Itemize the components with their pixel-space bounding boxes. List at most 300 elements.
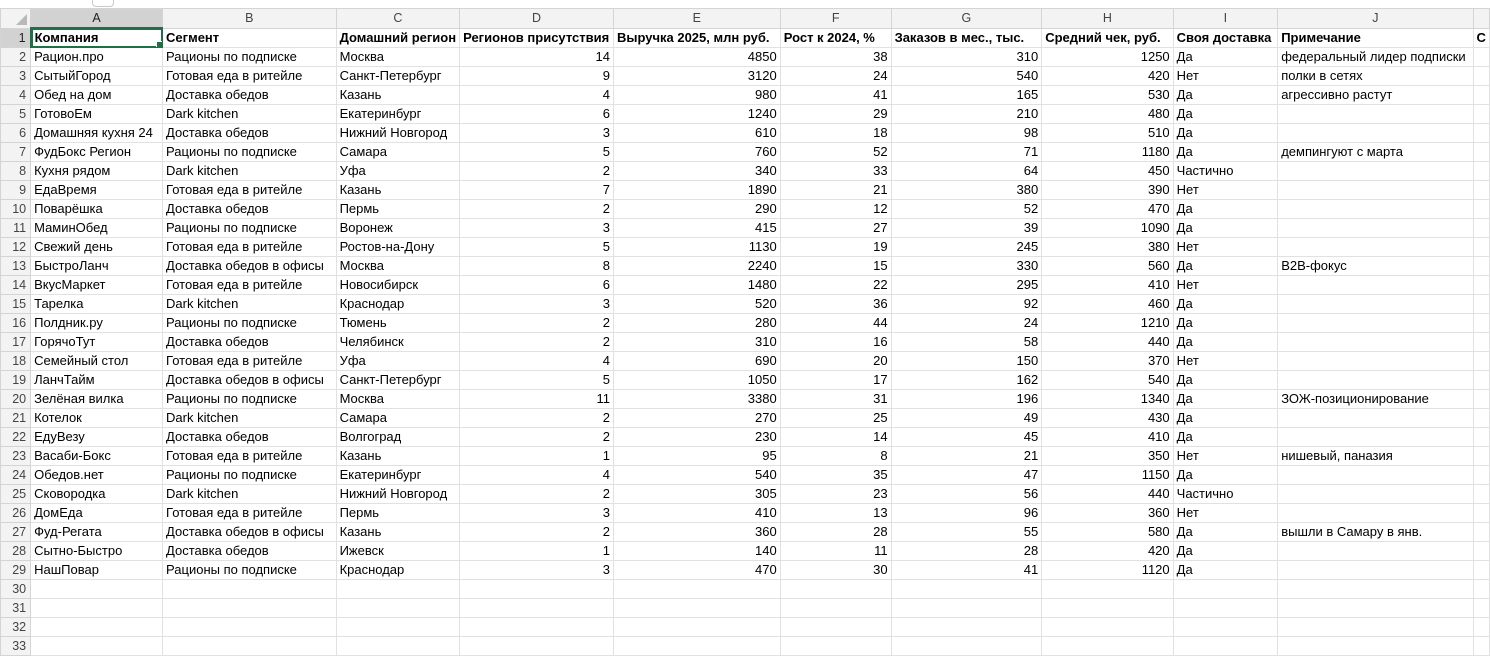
cell-header-regions[interactable]: Регионов присутствия xyxy=(460,28,614,48)
cell-empty[interactable] xyxy=(1473,371,1489,390)
cell-segment[interactable]: Рационы по подписке xyxy=(163,219,337,238)
cell-empty[interactable] xyxy=(1473,580,1489,599)
row-header[interactable]: 17 xyxy=(1,333,31,352)
cell-own-delivery[interactable]: Да xyxy=(1173,371,1278,390)
cell-note[interactable] xyxy=(1278,428,1473,447)
cell-growth[interactable]: 21 xyxy=(780,181,891,200)
cell-regions[interactable]: 2 xyxy=(460,428,614,447)
column-header-k[interactable] xyxy=(1473,9,1489,29)
cell-empty[interactable] xyxy=(336,618,460,637)
cell-note[interactable] xyxy=(1278,219,1473,238)
cell-regions[interactable]: 6 xyxy=(460,276,614,295)
cell-orders[interactable]: 45 xyxy=(891,428,1042,447)
cell-empty[interactable] xyxy=(613,618,780,637)
cell-empty[interactable] xyxy=(1473,599,1489,618)
cell-segment[interactable]: Доставка обедов xyxy=(163,200,337,219)
cell-empty[interactable] xyxy=(1473,295,1489,314)
cell-note[interactable] xyxy=(1278,333,1473,352)
cell-growth[interactable]: 41 xyxy=(780,86,891,105)
column-header-h[interactable]: H xyxy=(1042,9,1173,29)
cell-growth[interactable]: 13 xyxy=(780,504,891,523)
cell-orders[interactable]: 310 xyxy=(891,48,1042,67)
cell-regions[interactable]: 2 xyxy=(460,523,614,542)
cell-empty[interactable] xyxy=(1473,637,1489,656)
cell-own-delivery[interactable]: Да xyxy=(1173,219,1278,238)
cell-empty[interactable] xyxy=(1173,618,1278,637)
cell-regions[interactable]: 4 xyxy=(460,86,614,105)
cell-header-home-region[interactable]: Домашний регион xyxy=(336,28,460,48)
cell-revenue[interactable]: 3120 xyxy=(613,67,780,86)
cell-empty[interactable] xyxy=(1473,352,1489,371)
cell-orders[interactable]: 55 xyxy=(891,523,1042,542)
cell-avg-check[interactable]: 1180 xyxy=(1042,143,1173,162)
cell-empty[interactable] xyxy=(1473,466,1489,485)
cell-empty[interactable] xyxy=(31,580,163,599)
cell-note[interactable] xyxy=(1278,105,1473,124)
cell-home-region[interactable]: Москва xyxy=(336,48,460,67)
cell-home-region[interactable]: Воронеж xyxy=(336,219,460,238)
cell-note[interactable] xyxy=(1278,485,1473,504)
cell-avg-check[interactable]: 560 xyxy=(1042,257,1173,276)
cell-segment[interactable]: Доставка обедов xyxy=(163,124,337,143)
cell-growth[interactable]: 15 xyxy=(780,257,891,276)
cell-growth[interactable]: 29 xyxy=(780,105,891,124)
cell-segment[interactable]: Доставка обедов xyxy=(163,542,337,561)
cell-company[interactable]: ГотовоЕм xyxy=(31,105,163,124)
cell-revenue[interactable]: 415 xyxy=(613,219,780,238)
cell-avg-check[interactable]: 410 xyxy=(1042,428,1173,447)
cell-note[interactable] xyxy=(1278,504,1473,523)
cell-empty[interactable] xyxy=(780,637,891,656)
select-all-button[interactable] xyxy=(1,9,31,29)
cell-home-region[interactable]: Краснодар xyxy=(336,561,460,580)
cell-company[interactable]: Поварёшка xyxy=(31,200,163,219)
row-header[interactable]: 24 xyxy=(1,466,31,485)
cell-segment[interactable]: Рационы по подписке xyxy=(163,143,337,162)
cell-company[interactable]: Тарелка xyxy=(31,295,163,314)
row-header[interactable]: 15 xyxy=(1,295,31,314)
cell-empty[interactable] xyxy=(1278,618,1473,637)
cell-revenue[interactable]: 520 xyxy=(613,295,780,314)
cell-avg-check[interactable]: 1120 xyxy=(1042,561,1173,580)
cell-empty[interactable] xyxy=(460,599,614,618)
row-header[interactable]: 9 xyxy=(1,181,31,200)
cell-empty[interactable] xyxy=(1473,181,1489,200)
cell-growth[interactable]: 11 xyxy=(780,542,891,561)
cell-empty[interactable] xyxy=(1473,485,1489,504)
row-header[interactable]: 28 xyxy=(1,542,31,561)
cell-growth[interactable]: 18 xyxy=(780,124,891,143)
cell-company[interactable]: Сковородка xyxy=(31,485,163,504)
cell-segment[interactable]: Доставка обедов xyxy=(163,86,337,105)
row-header[interactable]: 6 xyxy=(1,124,31,143)
cell-own-delivery[interactable]: Да xyxy=(1173,542,1278,561)
cell-empty[interactable] xyxy=(1473,447,1489,466)
cell-avg-check[interactable]: 470 xyxy=(1042,200,1173,219)
cell-own-delivery[interactable]: Да xyxy=(1173,200,1278,219)
cell-home-region[interactable]: Ростов-на-Дону xyxy=(336,238,460,257)
cell-revenue[interactable]: 1890 xyxy=(613,181,780,200)
cell-company[interactable]: ЛанчТайм xyxy=(31,371,163,390)
cell-company[interactable]: Семейный стол xyxy=(31,352,163,371)
cell-segment[interactable]: Dark kitchen xyxy=(163,162,337,181)
cell-regions[interactable]: 9 xyxy=(460,67,614,86)
cell-segment[interactable]: Доставка обедов xyxy=(163,428,337,447)
cell-empty[interactable] xyxy=(1173,580,1278,599)
cell-company[interactable]: Обедов.нет xyxy=(31,466,163,485)
cell-company[interactable]: ВкусМаркет xyxy=(31,276,163,295)
cell-home-region[interactable]: Казань xyxy=(336,447,460,466)
cell-revenue[interactable]: 1130 xyxy=(613,238,780,257)
cell-regions[interactable]: 3 xyxy=(460,124,614,143)
row-header[interactable]: 3 xyxy=(1,67,31,86)
cell-empty[interactable] xyxy=(1473,162,1489,181)
cell-growth[interactable]: 8 xyxy=(780,447,891,466)
row-header[interactable]: 31 xyxy=(1,599,31,618)
cell-orders[interactable]: 41 xyxy=(891,561,1042,580)
cell-company[interactable]: ДомЕда xyxy=(31,504,163,523)
cell-empty[interactable] xyxy=(1042,599,1173,618)
cell-avg-check[interactable]: 370 xyxy=(1042,352,1173,371)
cell-note[interactable] xyxy=(1278,124,1473,143)
cell-empty[interactable] xyxy=(1473,219,1489,238)
cell-orders[interactable]: 58 xyxy=(891,333,1042,352)
row-header[interactable]: 13 xyxy=(1,257,31,276)
cell-empty[interactable] xyxy=(1473,618,1489,637)
cell-orders[interactable]: 64 xyxy=(891,162,1042,181)
cell-empty[interactable] xyxy=(891,637,1042,656)
cell-home-region[interactable]: Екатеринбург xyxy=(336,466,460,485)
cell-orders[interactable]: 21 xyxy=(891,447,1042,466)
cell-avg-check[interactable]: 1090 xyxy=(1042,219,1173,238)
cell-home-region[interactable]: Самара xyxy=(336,143,460,162)
cell-home-region[interactable]: Самара xyxy=(336,409,460,428)
cell-empty[interactable] xyxy=(613,580,780,599)
cell-company[interactable]: Домашняя кухня 24 xyxy=(31,124,163,143)
cell-empty[interactable] xyxy=(1278,599,1473,618)
cell-regions[interactable]: 2 xyxy=(460,162,614,181)
cell-empty[interactable] xyxy=(1473,124,1489,143)
column-header-b[interactable]: B xyxy=(163,9,337,29)
cell-revenue[interactable]: 280 xyxy=(613,314,780,333)
cell-company[interactable]: Кухня рядом xyxy=(31,162,163,181)
row-header[interactable]: 5 xyxy=(1,105,31,124)
cell-empty[interactable] xyxy=(1042,618,1173,637)
cell-revenue[interactable]: 1050 xyxy=(613,371,780,390)
cell-segment[interactable]: Dark kitchen xyxy=(163,485,337,504)
column-header-i[interactable]: I xyxy=(1173,9,1278,29)
cell-header-note[interactable]: Примечание xyxy=(1278,28,1473,48)
cell-regions[interactable]: 3 xyxy=(460,561,614,580)
cell-growth[interactable]: 23 xyxy=(780,485,891,504)
cell-orders[interactable]: 380 xyxy=(891,181,1042,200)
cell-home-region[interactable]: Казань xyxy=(336,181,460,200)
cell-header-own-delivery[interactable]: Своя доставка xyxy=(1173,28,1278,48)
cell-home-region[interactable]: Нижний Новгород xyxy=(336,485,460,504)
cell-company[interactable]: БыстроЛанч xyxy=(31,257,163,276)
cell-segment[interactable]: Dark kitchen xyxy=(163,295,337,314)
cell-company[interactable]: ФудБокс Регион xyxy=(31,143,163,162)
row-header[interactable]: 33 xyxy=(1,637,31,656)
cell-header-company[interactable]: Компания xyxy=(31,28,163,48)
cell-revenue[interactable]: 410 xyxy=(613,504,780,523)
cell-revenue[interactable]: 340 xyxy=(613,162,780,181)
cell-orders[interactable]: 150 xyxy=(891,352,1042,371)
cell-own-delivery[interactable]: Нет xyxy=(1173,352,1278,371)
cell-segment[interactable]: Рационы по подписке xyxy=(163,390,337,409)
cell-avg-check[interactable]: 1250 xyxy=(1042,48,1173,67)
cell-segment[interactable]: Доставка обедов в офисы xyxy=(163,371,337,390)
cell-avg-check[interactable]: 350 xyxy=(1042,447,1173,466)
cell-empty[interactable] xyxy=(163,599,337,618)
cell-segment[interactable]: Рационы по подписке xyxy=(163,561,337,580)
cell-note[interactable] xyxy=(1278,162,1473,181)
cell-empty[interactable] xyxy=(1473,428,1489,447)
cell-revenue[interactable]: 270 xyxy=(613,409,780,428)
cell-empty[interactable] xyxy=(891,580,1042,599)
cell-growth[interactable]: 35 xyxy=(780,466,891,485)
row-header[interactable]: 26 xyxy=(1,504,31,523)
cell-regions[interactable]: 14 xyxy=(460,48,614,67)
cell-growth[interactable]: 12 xyxy=(780,200,891,219)
cell-empty[interactable] xyxy=(31,637,163,656)
column-header-d[interactable]: D xyxy=(460,9,614,29)
cell-company[interactable]: Васаби-Бокс xyxy=(31,447,163,466)
cell-own-delivery[interactable]: Да xyxy=(1173,295,1278,314)
cell-own-delivery[interactable]: Нет xyxy=(1173,504,1278,523)
cell-orders[interactable]: 165 xyxy=(891,86,1042,105)
cell-own-delivery[interactable]: Да xyxy=(1173,124,1278,143)
cell-home-region[interactable]: Челябинск xyxy=(336,333,460,352)
cell-note[interactable] xyxy=(1278,542,1473,561)
cell-empty[interactable] xyxy=(1473,390,1489,409)
cell-revenue[interactable]: 310 xyxy=(613,333,780,352)
cell-empty[interactable] xyxy=(336,580,460,599)
cell-regions[interactable]: 3 xyxy=(460,219,614,238)
cell-empty[interactable] xyxy=(780,618,891,637)
cell-note[interactable] xyxy=(1278,276,1473,295)
row-header[interactable]: 18 xyxy=(1,352,31,371)
cell-segment[interactable]: Рационы по подписке xyxy=(163,314,337,333)
cell-company[interactable]: МаминОбед xyxy=(31,219,163,238)
cell-note[interactable]: полки в сетях xyxy=(1278,67,1473,86)
cell-segment[interactable]: Готовая еда в ритейле xyxy=(163,447,337,466)
cell-note[interactable] xyxy=(1278,314,1473,333)
cell-avg-check[interactable]: 420 xyxy=(1042,67,1173,86)
cell-empty[interactable] xyxy=(1473,523,1489,542)
cell-own-delivery[interactable]: Да xyxy=(1173,523,1278,542)
cell-note[interactable]: вышли в Самару в янв. xyxy=(1278,523,1473,542)
cell-empty[interactable] xyxy=(460,618,614,637)
cell-empty[interactable] xyxy=(891,618,1042,637)
row-header[interactable]: 16 xyxy=(1,314,31,333)
cell-growth[interactable]: 19 xyxy=(780,238,891,257)
cell-regions[interactable]: 4 xyxy=(460,352,614,371)
cell-growth[interactable]: 22 xyxy=(780,276,891,295)
cell-revenue[interactable]: 140 xyxy=(613,542,780,561)
cell-empty[interactable] xyxy=(1473,333,1489,352)
cell-revenue[interactable]: 95 xyxy=(613,447,780,466)
cell-segment[interactable]: Доставка обедов в офисы xyxy=(163,523,337,542)
cell-home-region[interactable]: Пермь xyxy=(336,504,460,523)
cell-revenue[interactable]: 360 xyxy=(613,523,780,542)
cell-note[interactable] xyxy=(1278,466,1473,485)
cell-orders[interactable]: 52 xyxy=(891,200,1042,219)
cell-regions[interactable]: 3 xyxy=(460,295,614,314)
cell-revenue[interactable]: 980 xyxy=(613,86,780,105)
cell-revenue[interactable]: 305 xyxy=(613,485,780,504)
cell-avg-check[interactable]: 480 xyxy=(1042,105,1173,124)
cell-note[interactable] xyxy=(1278,561,1473,580)
cell-revenue[interactable]: 230 xyxy=(613,428,780,447)
cell-orders[interactable]: 49 xyxy=(891,409,1042,428)
cell-revenue[interactable]: 290 xyxy=(613,200,780,219)
cell-home-region[interactable]: Волгоград xyxy=(336,428,460,447)
cell-regions[interactable]: 6 xyxy=(460,105,614,124)
cell-regions[interactable]: 2 xyxy=(460,485,614,504)
row-header[interactable]: 27 xyxy=(1,523,31,542)
cell-revenue[interactable]: 760 xyxy=(613,143,780,162)
cell-orders[interactable]: 245 xyxy=(891,238,1042,257)
cell-regions[interactable]: 2 xyxy=(460,333,614,352)
cell-note[interactable]: нишевый, паназия xyxy=(1278,447,1473,466)
cell-empty[interactable] xyxy=(1473,105,1489,124)
cell-own-delivery[interactable]: Да xyxy=(1173,48,1278,67)
cell-growth[interactable]: 17 xyxy=(780,371,891,390)
cell-empty[interactable] xyxy=(613,599,780,618)
cell-empty[interactable] xyxy=(780,599,891,618)
cell-orders[interactable]: 540 xyxy=(891,67,1042,86)
cell-segment[interactable]: Dark kitchen xyxy=(163,409,337,428)
cell-avg-check[interactable]: 1150 xyxy=(1042,466,1173,485)
cell-regions[interactable]: 11 xyxy=(460,390,614,409)
cell-growth[interactable]: 52 xyxy=(780,143,891,162)
cell-growth[interactable]: 44 xyxy=(780,314,891,333)
cell-own-delivery[interactable]: Да xyxy=(1173,390,1278,409)
cell-segment[interactable]: Готовая еда в ритейле xyxy=(163,352,337,371)
cell-orders[interactable]: 162 xyxy=(891,371,1042,390)
cell-regions[interactable]: 2 xyxy=(460,200,614,219)
cell-growth[interactable]: 36 xyxy=(780,295,891,314)
cell-empty[interactable] xyxy=(336,599,460,618)
cell-segment[interactable]: Готовая еда в ритейле xyxy=(163,67,337,86)
row-header[interactable]: 20 xyxy=(1,390,31,409)
cell-empty[interactable] xyxy=(1473,542,1489,561)
cell-growth[interactable]: 24 xyxy=(780,67,891,86)
column-header-e[interactable]: E xyxy=(613,9,780,29)
cell-company[interactable]: Рацион.про xyxy=(31,48,163,67)
cell-empty[interactable] xyxy=(1473,409,1489,428)
cell-empty[interactable] xyxy=(1473,504,1489,523)
cell-company[interactable]: Сытно-Быстро xyxy=(31,542,163,561)
cell-growth[interactable]: 27 xyxy=(780,219,891,238)
cell-avg-check[interactable]: 540 xyxy=(1042,371,1173,390)
row-header[interactable]: 32 xyxy=(1,618,31,637)
cell-orders[interactable]: 196 xyxy=(891,390,1042,409)
cell-revenue[interactable]: 2240 xyxy=(613,257,780,276)
cell-note[interactable] xyxy=(1278,200,1473,219)
cell-empty[interactable] xyxy=(1473,561,1489,580)
cell-avg-check[interactable]: 580 xyxy=(1042,523,1173,542)
cell-regions[interactable]: 8 xyxy=(460,257,614,276)
cell-own-delivery[interactable]: Нет xyxy=(1173,276,1278,295)
cell-note[interactable] xyxy=(1278,371,1473,390)
cell-empty[interactable] xyxy=(163,637,337,656)
cell-own-delivery[interactable]: Нет xyxy=(1173,447,1278,466)
cell-company[interactable]: Фуд-Регата xyxy=(31,523,163,542)
cell-own-delivery[interactable]: Нет xyxy=(1173,238,1278,257)
cell-orders[interactable]: 71 xyxy=(891,143,1042,162)
cell-empty[interactable] xyxy=(1173,637,1278,656)
cell-avg-check[interactable]: 530 xyxy=(1042,86,1173,105)
row-header[interactable]: 23 xyxy=(1,447,31,466)
cell-note[interactable]: агрессивно растут xyxy=(1278,86,1473,105)
column-header-a[interactable]: A xyxy=(31,9,163,29)
cell-home-region[interactable]: Пермь xyxy=(336,200,460,219)
cell-own-delivery[interactable]: Да xyxy=(1173,105,1278,124)
cell-company[interactable]: Зелёная вилка xyxy=(31,390,163,409)
cell-growth[interactable]: 38 xyxy=(780,48,891,67)
cell-home-region[interactable]: Ижевск xyxy=(336,542,460,561)
cell-orders[interactable]: 92 xyxy=(891,295,1042,314)
cell-growth[interactable]: 30 xyxy=(780,561,891,580)
cell-empty[interactable] xyxy=(1042,580,1173,599)
cell-segment[interactable]: Готовая еда в ритейле xyxy=(163,504,337,523)
cell-regions[interactable]: 5 xyxy=(460,371,614,390)
cell-regions[interactable]: 4 xyxy=(460,466,614,485)
row-header[interactable]: 30 xyxy=(1,580,31,599)
cell-home-region[interactable]: Санкт-Петербург xyxy=(336,67,460,86)
cell-header-revenue[interactable]: Выручка 2025, млн руб. xyxy=(613,28,780,48)
cell-note[interactable]: B2B-фокус xyxy=(1278,257,1473,276)
row-header[interactable]: 4 xyxy=(1,86,31,105)
cell-company[interactable]: ЕдуВезу xyxy=(31,428,163,447)
cell-note[interactable]: демпингуют с марта xyxy=(1278,143,1473,162)
cell-own-delivery[interactable]: Частично xyxy=(1173,485,1278,504)
row-header[interactable]: 19 xyxy=(1,371,31,390)
cell-own-delivery[interactable]: Да xyxy=(1173,314,1278,333)
cell-header-k[interactable]: С xyxy=(1473,28,1489,48)
cell-growth[interactable]: 31 xyxy=(780,390,891,409)
cell-note[interactable] xyxy=(1278,181,1473,200)
row-header[interactable]: 7 xyxy=(1,143,31,162)
cell-empty[interactable] xyxy=(891,599,1042,618)
row-header[interactable]: 21 xyxy=(1,409,31,428)
cell-own-delivery[interactable]: Да xyxy=(1173,333,1278,352)
row-header[interactable]: 11 xyxy=(1,219,31,238)
cell-segment[interactable]: Готовая еда в ритейле xyxy=(163,276,337,295)
cell-avg-check[interactable]: 430 xyxy=(1042,409,1173,428)
row-header[interactable]: 14 xyxy=(1,276,31,295)
cell-orders[interactable]: 330 xyxy=(891,257,1042,276)
cell-note[interactable] xyxy=(1278,238,1473,257)
cell-empty[interactable] xyxy=(1473,86,1489,105)
cell-regions[interactable]: 3 xyxy=(460,504,614,523)
cell-company[interactable]: СытыйГород xyxy=(31,67,163,86)
cell-own-delivery[interactable]: Да xyxy=(1173,409,1278,428)
cell-growth[interactable]: 28 xyxy=(780,523,891,542)
row-header[interactable]: 1 xyxy=(1,28,31,48)
cell-company[interactable]: НашПовар xyxy=(31,561,163,580)
cell-revenue[interactable]: 1240 xyxy=(613,105,780,124)
cell-home-region[interactable]: Тюмень xyxy=(336,314,460,333)
cell-segment[interactable]: Готовая еда в ритейле xyxy=(163,181,337,200)
cell-note[interactable]: федеральный лидер подписки xyxy=(1278,48,1473,67)
cell-header-avg-check[interactable]: Средний чек, руб. xyxy=(1042,28,1173,48)
cell-header-orders[interactable]: Заказов в мес., тыс. xyxy=(891,28,1042,48)
cell-own-delivery[interactable]: Да xyxy=(1173,466,1278,485)
cell-home-region[interactable]: Москва xyxy=(336,390,460,409)
